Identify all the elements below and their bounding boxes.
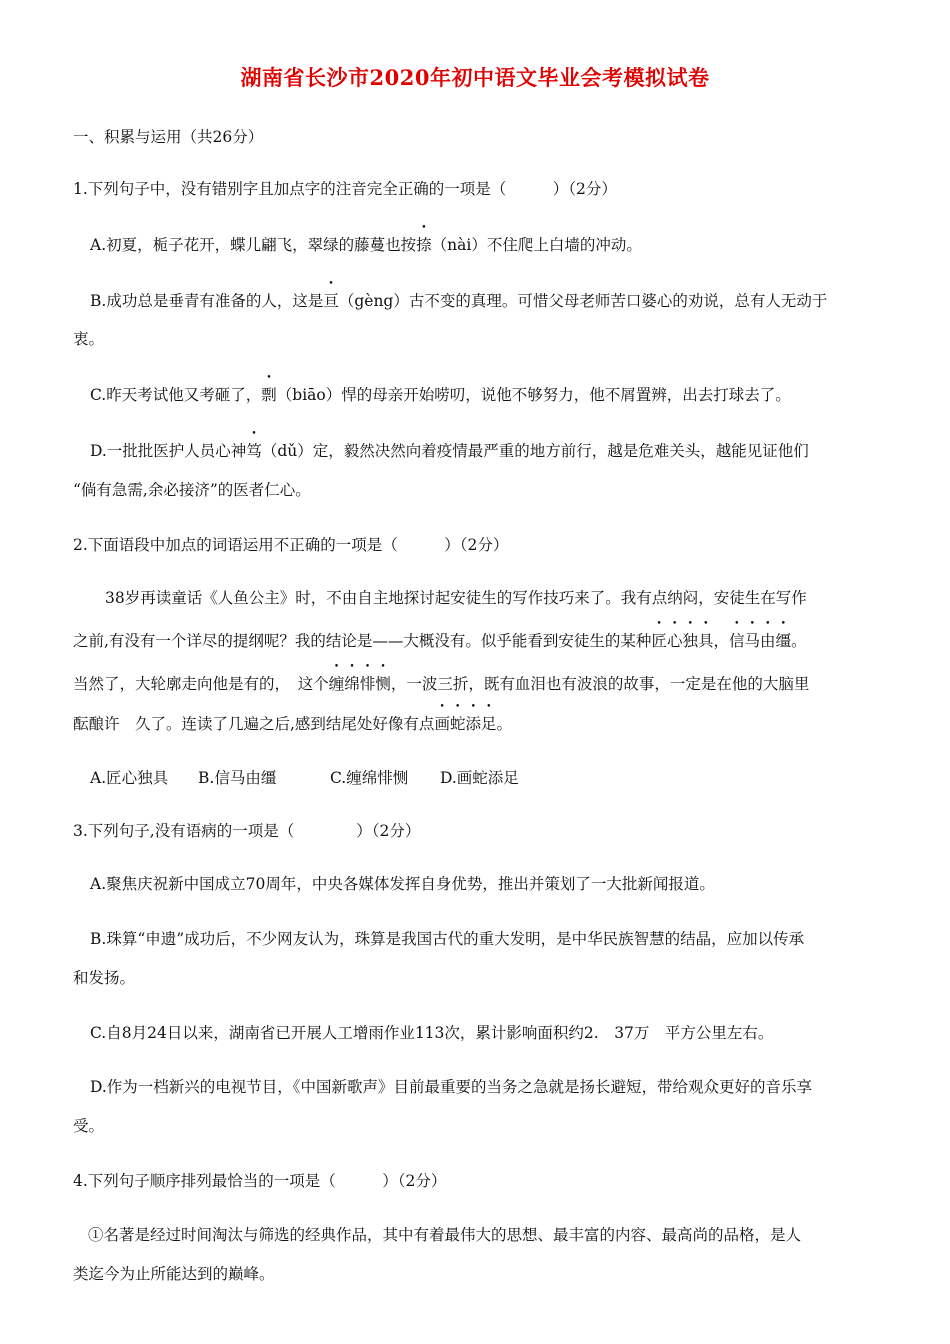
dotted-char: 蛇 [449,715,466,733]
passage-text: 酝酿许 久了。连读了几遍之后,感到结尾处好像有点 [73,715,435,733]
question-1-option-b-cont: 衷。 [73,330,105,348]
dotted-char: 画 [434,715,450,733]
option-text: （nài）不住爬上白墙的冲动。 [431,236,642,254]
question-3-option-b: B.珠算“申遗”成功后，不少网友认为，珠算是我国古代的重大发明，是中华民族智慧的结晶，应加以传承 [90,930,805,948]
question-1-option-d-cont: “倘有急需,余必接济”的医者仁心。 [73,481,311,499]
dotted-word [651,632,713,650]
question-1-option-d [90,440,809,462]
dotted-char: 匠 [651,632,667,650]
question-3-option-c: C.自8月24日以来，湖南省已开展人工增雨作业113次，累计影响面积约2. 37万 平方公里左右。 [90,1024,774,1042]
question-2-option-c: C.缠绵悱恻 [330,769,409,787]
dotted-char: 添 [465,715,481,733]
question-1-option-b [90,290,827,312]
question-3-option-d-cont: 受。 [73,1117,105,1135]
option-text: B.成功总是垂青有准备的人，这是 [90,292,324,310]
dotted-char: 悱 [359,675,376,693]
passage-line-2 [73,630,807,652]
dotted-char: 信 [729,632,745,650]
dotted-char: 缰 [775,632,792,650]
dotted-word [329,675,391,693]
dotted-char: 心 [666,632,683,650]
passage-line-3 [73,673,809,695]
question-3-option-b-cont: 和发扬。 [73,969,136,987]
passage-text: ，一波三折，既有血泪也有波浪的故事，一定是在他的大脑里 [390,675,810,693]
passage-line-4 [73,713,512,735]
section-heading: 一、积累与运用（共26分） [73,128,264,146]
dotted-word [729,632,791,650]
dotted-word [434,715,496,733]
exam-title: 湖南省长沙市2020年初中语文毕业会考模拟试卷 [240,65,710,90]
question-1-option-a [90,234,642,256]
passage-text: 当然了，大轮廓走向他是有的， 这个 [73,675,329,693]
option-text: （gèng）古不变的真理。可惜父母老师苦口婆心的劝说，总有人无动于 [338,292,828,310]
passage-text: 之前,有没有一个详尽的提纲呢？我的结论是——大概没有。似乎能看到安徒生的某种 [73,632,652,650]
question-3-option-a: A.聚焦庆祝新中国成立70周年，中央各媒体发挥自身优势，推出并策划了一大批新闻报道。 [90,875,715,893]
dotted-char: 马 [744,632,761,650]
question-1-stem: 1.下列句子中，没有错别字且加点字的注音完全正确的一项是（ ）（2分） [73,180,617,198]
dotted-char: 笃 [246,442,262,460]
dotted-char: 足 [480,715,497,733]
question-4-sentence-1: ①名著是经过时间淘汰与筛选的经典作品，其中有着最伟大的思想、最丰富的内容、最高尚的品格，是人 [88,1226,802,1244]
question-4-sentence-1-cont: 类迄今为止所能达到的巅峰。 [73,1265,275,1283]
question-2-stem: 2.下面语段中加点的词语运用不正确的一项是（ ）（2分） [73,536,509,554]
question-4-stem: 4.下列句子顺序排列最恰当的一项是（ ）（2分） [73,1172,447,1190]
question-3-option-d: D.作为一档新兴的电视节目，《中国新歌声》目前最重要的当务之急就是扬长避短，带给观众更好的音乐享 [90,1078,813,1096]
option-text: C.昨天考试他又考砸了， [90,386,262,404]
dotted-char: 缠 [328,675,345,693]
passage-text: 。 [496,715,513,733]
dotted-char: 具 [697,632,714,650]
question-2-option-a: A.匠心独具 [90,769,169,787]
dotted-char: 独 [682,632,698,650]
option-text: （dǔ）定，毅然决然向着疫情最严重的地方前行，越是危难关头，越能见证他们 [261,442,809,460]
dotted-char: 亘 [323,292,339,310]
question-1-option-c [90,384,791,406]
dotted-char: 由 [760,632,776,650]
passage-text: ， [713,632,730,650]
passage-text: 。 [791,632,807,650]
dotted-char: 捺 [416,236,432,254]
dotted-char: 绵 [344,675,360,693]
question-3-stem: 3.下列句子,没有语病的一项是（ ）（2分） [73,822,421,840]
option-text: （biāo）悍的母亲开始唠叨，说他不够努力，他不屑置辨，出去打球去了。 [276,386,791,404]
dotted-char: 剽 [261,386,277,404]
question-2-option-d: D.画蛇添足 [440,769,519,787]
option-text: D.一批批医护人员心神 [90,442,247,460]
question-2-option-b: B.信马由缰 [198,769,277,787]
dotted-char: 恻 [375,675,391,693]
option-text: A.初夏，栀子花开，蝶儿翩飞，翠绿的藤蔓也按 [90,236,417,254]
passage-line-1: 38岁再读童话《人鱼公主》时，不由自主地探讨起安徒生的写作技巧来了。我有点纳闷，安徒生在写作 [105,589,807,607]
